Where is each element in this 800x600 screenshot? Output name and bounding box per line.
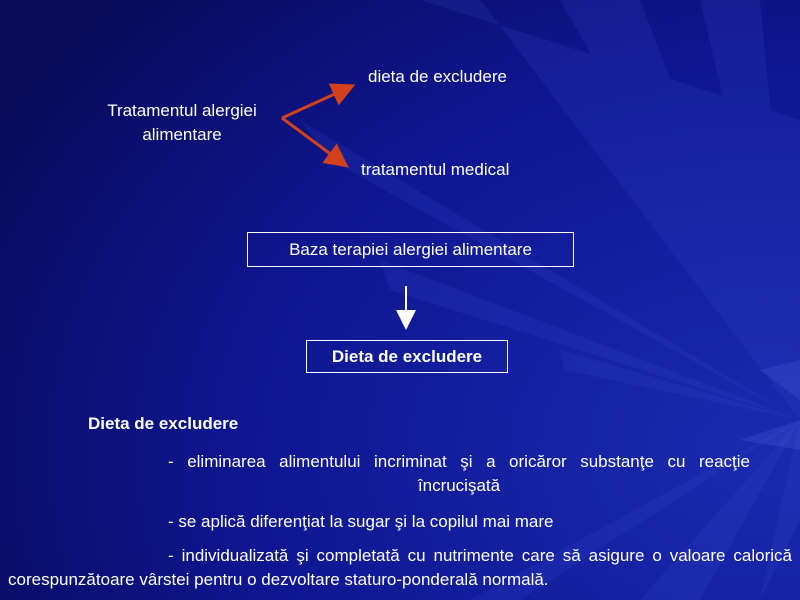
exclusion-diet-box: Dieta de excludere bbox=[306, 340, 508, 373]
bullet-item-1: - eliminarea alimentului incriminat şi a oricăror substanţe cu reacţie încrucişată bbox=[168, 452, 750, 495]
bullet-item-3: - individualizată şi completată cu nutrimente care să asigure o valoare calorică corespunzătoare vârstei pentru o dezvoltare staturo-ponderală normală. bbox=[8, 546, 792, 589]
root-label: Tratamentul alergiei alimentare bbox=[107, 101, 257, 144]
branch-diet-label: dieta de excludere bbox=[368, 67, 507, 86]
arrow-to-branch-bottom bbox=[282, 118, 344, 164]
branch-medical-label: tratamentul medical bbox=[361, 160, 510, 179]
therapy-base-box: Baza terapiei alergiei alimentare bbox=[247, 232, 574, 267]
bullet-item-2: - se aplică diferenţiat la sugar şi la copilul mai mare bbox=[168, 512, 554, 531]
section-heading: Dieta de excludere bbox=[88, 414, 239, 433]
arrow-to-branch-top bbox=[282, 87, 350, 118]
